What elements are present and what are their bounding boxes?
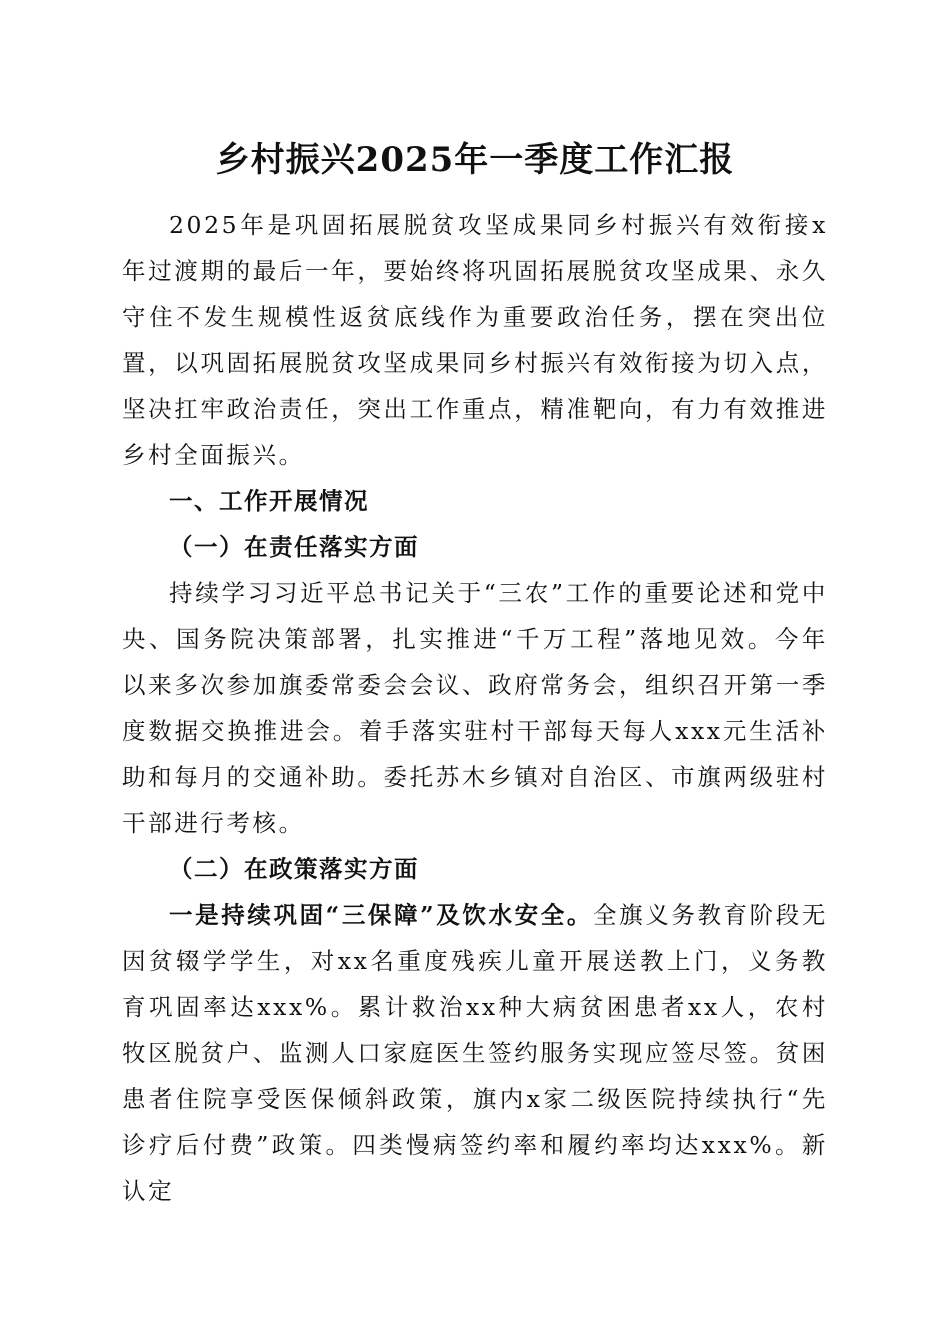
responsibility-paragraph: 持续学习习近平总书记关于“三农”工作的重要论述和党中央、国务院决策部署，扎实推进“千万工程”落地见效。今年以来多次参加旗委常委会会议、政府常务会，组织召开第一季度数据交换推进会。着手落实驻村干部每天每人xxx元生活补助和每月的交通补助。委托苏木乡镇对自治区、市旗两级驻村干部进行考核。 xyxy=(122,579,828,837)
subsection-heading-responsibility: （一）在责任落实方面 xyxy=(169,533,419,561)
subsection-heading-policy: （二）在政策落实方面 xyxy=(169,855,419,883)
policy-paragraph xyxy=(122,892,828,1214)
policy-body-text: 全旗义务教育阶段无因贫辍学学生，对xx名重度残疾儿童开展送教上门，义务教育巩固率达xxx%。累计救治xx种大病贫困患者xx人，农村牧区脱贫户、监测人口家庭医生签约服务实现应签尽签。贫困患者住院享受医保倾斜政策，旗内x家二级医院持续执行“先诊疗后付费”政策。四类慢病签约率和履约率均达xxx%。新认定 xyxy=(122,901,828,1205)
policy-lead-sentence: 一是持续巩固“三保障”及饮水安全。 xyxy=(169,901,593,929)
section-heading-work-progress: 一、工作开展情况 xyxy=(169,487,369,515)
intro-paragraph: 2025年是巩固拓展脱贫攻坚成果同乡村振兴有效衔接x年过渡期的最后一年，要始终将巩固拓展脱贫攻坚成果、永久守住不发生规模性返贫底线作为重要政治任务，摆在突出位置，以巩固拓展脱贫攻坚成果同乡村振兴有效衔接为切入点，坚决扛牢政治责任，突出工作重点，精准靶向，有力有效推进乡村全面振兴。 xyxy=(122,211,828,469)
document-body xyxy=(122,202,828,1214)
document-title: 乡村振兴2025年一季度工作汇报 xyxy=(215,140,735,180)
